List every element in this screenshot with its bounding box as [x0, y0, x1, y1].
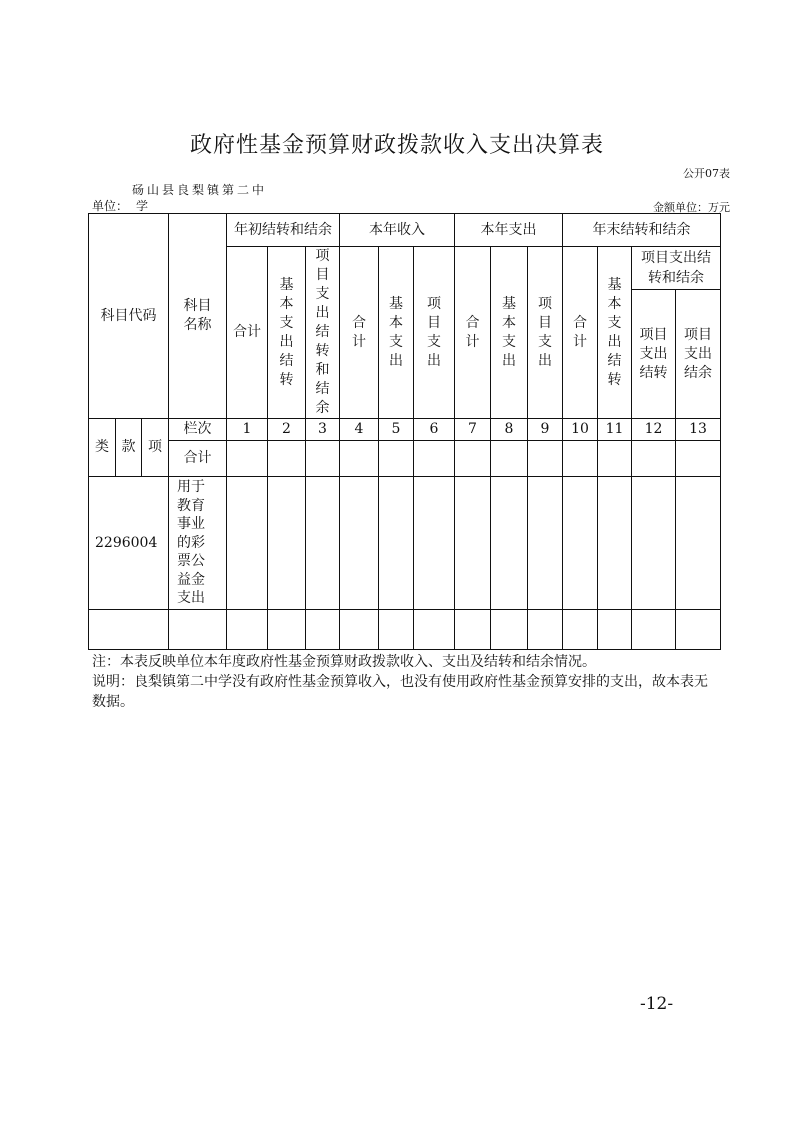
header-end-total	[563, 247, 597, 418]
header-income-basic	[379, 247, 413, 418]
header-expense-total-text: 合计	[465, 314, 480, 350]
header-group-end: 年末结转和结余	[592, 221, 691, 238]
notes	[92, 652, 720, 712]
header-subject-name-text: 科目名称	[183, 298, 212, 333]
label-kuan: 款	[121, 439, 136, 455]
col-number-12: 12	[644, 421, 663, 437]
label-lanci: 栏次	[183, 421, 212, 437]
unit-value: 学	[136, 199, 149, 213]
header-begin-project	[306, 247, 339, 418]
header-end-project-group	[632, 247, 720, 289]
header-income-project	[414, 247, 454, 418]
header-end-project-carry	[632, 290, 675, 418]
header-expense-project-text: 项目支出	[538, 295, 552, 369]
header-group-income: 本年收入	[369, 221, 425, 238]
col-number-7: 7	[468, 421, 477, 437]
col-number-9: 9	[540, 421, 550, 437]
header-expense-basic	[491, 247, 527, 418]
col-number-11: 11	[605, 421, 624, 437]
header-expense-project	[528, 247, 562, 418]
col-number-5: 5	[391, 421, 401, 437]
header-income-total-text: 合计	[352, 314, 366, 350]
unit-name: 砀山县良梨镇第二中	[132, 183, 268, 197]
header-subject-name	[169, 214, 226, 418]
col-number-3: 3	[318, 421, 327, 437]
label-heji: 合计	[183, 450, 212, 466]
col-number-4: 4	[354, 421, 364, 437]
page-number: -12-	[640, 994, 674, 1014]
header-expense-basic-text: 基本支出	[502, 295, 516, 369]
header-begin-total: 合计	[233, 324, 261, 340]
header-group-begin: 年初结转和结余	[234, 221, 332, 238]
header-end-project-group-text: 项目支出结转和结余	[641, 250, 711, 286]
header-end-basic	[598, 247, 631, 418]
unit-label: 单位：	[92, 199, 129, 213]
header-begin-basic	[268, 247, 305, 418]
col-number-6: 6	[429, 421, 439, 437]
note-line: 注：本表反映单位本年度政府性基金预算财政拨款收入、支出及结转和结余情况。	[92, 654, 596, 670]
header-end-project-balance-text: 项目支出结余	[684, 326, 712, 381]
label-xiang: 项	[148, 439, 162, 455]
header-end-project-carry-text: 项目支出结转	[639, 326, 668, 381]
header-expense-total	[455, 247, 490, 418]
row-name-text: 用于教育事业的彩票公益金支出	[177, 479, 205, 607]
header-begin-basic-text: 基本支出结转	[279, 276, 294, 388]
header-end-total-text: 合计	[573, 314, 587, 350]
explain-line: 说明：良梨镇第二中学没有政府性基金预算收入，也没有使用政府性基金预算安排的支出，故本表无数据。	[92, 674, 708, 710]
row-code: 2296004	[95, 534, 158, 551]
header-income-total	[340, 247, 378, 418]
col-number-2: 2	[282, 421, 291, 437]
label-lei: 类	[95, 439, 109, 455]
col-number-1: 1	[242, 421, 252, 437]
amount-unit: 金额单位：万元	[653, 201, 730, 214]
header-end-basic-text: 基本支出结转	[607, 276, 622, 388]
col-number-10: 10	[571, 421, 589, 437]
header-income-basic-text: 基本支出	[389, 295, 403, 369]
header-group-expense: 本年支出	[480, 221, 537, 238]
page-title: 政府性基金预算财政拨款收入支出决算表	[189, 133, 604, 158]
col-number-13: 13	[689, 421, 707, 437]
row-name	[169, 477, 226, 609]
header-begin-project-text: 项目支出结转和结余	[315, 248, 330, 416]
col-number-8: 8	[504, 421, 514, 437]
header-subject-code: 科目代码	[100, 307, 157, 324]
form-number: 公开07表	[683, 167, 730, 180]
header-end-project-balance	[676, 290, 720, 418]
header-income-project-text: 项目支出	[427, 295, 441, 369]
